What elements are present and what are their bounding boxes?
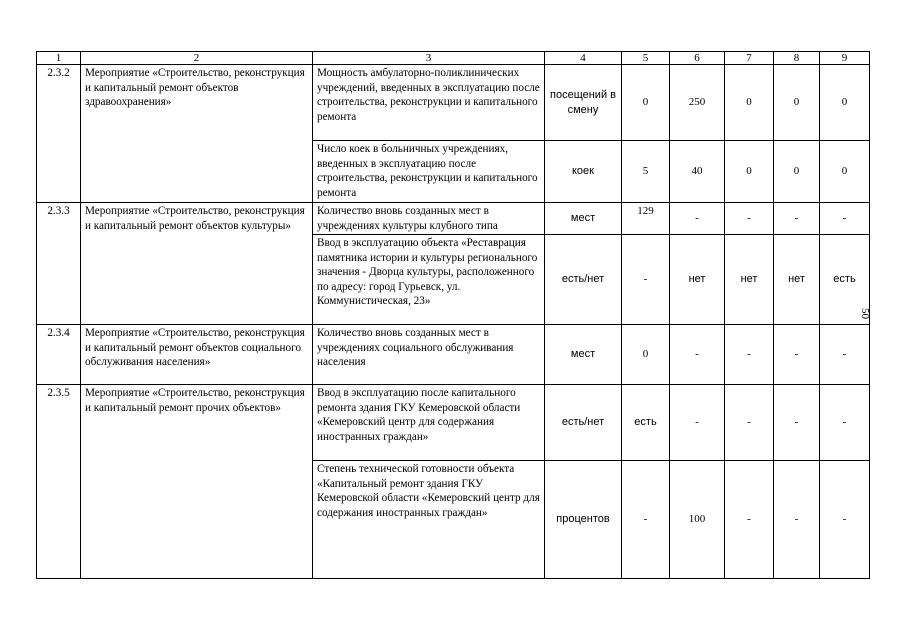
event-cell: Мероприятие «Строительство, реконструкция и капитальный ремонт объектов здравоохранения» — [81, 65, 313, 203]
value-cell: - — [670, 203, 725, 235]
value-cell: - — [774, 385, 820, 461]
table-row — [37, 385, 870, 461]
value-cell: 0 — [820, 65, 870, 141]
value-cell: 40 — [670, 141, 725, 203]
header-cell: 2 — [81, 52, 313, 65]
indicator-cell: Количество вновь созданных мест в учреждениях социального обслуживания населения — [313, 325, 545, 385]
value-cell: - — [820, 461, 870, 579]
value-cell: - — [774, 203, 820, 235]
value-cell: есть — [820, 235, 870, 325]
row-code: 2.3.5 — [37, 385, 81, 579]
header-row — [37, 52, 870, 65]
header-cell: 6 — [670, 52, 725, 65]
indicator-cell: Число коек в больничных учреждениях, введенных в эксплуатацию после строительства, реконструкции и капитального ремонта — [313, 141, 545, 203]
indicator-cell: Ввод в эксплуатацию объекта «Реставрация памятника истории и культуры регионального значения - Дворца культуры, расположенного по адресу: город Гурьевск, ул. Коммунистическая, 23» — [313, 235, 545, 325]
value-cell: - — [774, 325, 820, 385]
value-cell: нет — [774, 235, 820, 325]
value-cell: 129 — [622, 203, 670, 235]
value-cell: 0 — [725, 141, 774, 203]
value-cell: - — [622, 461, 670, 579]
value-cell: 0 — [622, 325, 670, 385]
indicator-cell: Ввод в эксплуатацию после капитального ремонта здания ГКУ Кемеровской области «Кемеровский центр для содержания иностранных граждан» — [313, 385, 545, 461]
row-code: 2.3.2 — [37, 65, 81, 203]
event-cell: Мероприятие «Строительство, реконструкция и капитальный ремонт объектов культуры» — [81, 203, 313, 325]
value-cell: - — [725, 461, 774, 579]
header-cell: 8 — [774, 52, 820, 65]
header-cell: 4 — [545, 52, 622, 65]
row-code: 2.3.4 — [37, 325, 81, 385]
value-cell: 5 — [622, 141, 670, 203]
indicators-table — [36, 51, 870, 579]
value-cell: нет — [725, 235, 774, 325]
table-row — [37, 65, 870, 141]
header-cell: 1 — [37, 52, 81, 65]
indicator-cell: Степень технической готовности объекта «Капитальный ремонт здания ГКУ Кемеровской области «Кемеровский центр для содержания иностранных граждан» — [313, 461, 545, 579]
value-cell: 0 — [622, 65, 670, 141]
value-cell: 0 — [820, 141, 870, 203]
row-code: 2.3.3 — [37, 203, 81, 325]
unit-cell: коек — [545, 141, 622, 203]
value-cell: 250 — [670, 65, 725, 141]
value-cell: - — [725, 325, 774, 385]
header-cell: 3 — [313, 52, 545, 65]
value-cell: - — [820, 325, 870, 385]
indicator-cell: Мощность амбулаторно-поликлинических учреждений, введенных в эксплуатацию после строительства, реконструкции и капитального ремонта — [313, 65, 545, 141]
page-number: 50 — [859, 308, 871, 319]
value-cell: - — [820, 203, 870, 235]
header-cell: 5 — [622, 52, 670, 65]
table-row — [37, 203, 870, 235]
unit-cell: посещений в смену — [545, 65, 622, 141]
event-cell: Мероприятие «Строительство, реконструкция и капитальный ремонт прочих объектов» — [81, 385, 313, 579]
value-cell: есть — [622, 385, 670, 461]
table-row — [37, 325, 870, 385]
value-cell: - — [774, 461, 820, 579]
event-cell: Мероприятие «Строительство, реконструкция и капитальный ремонт объектов социального обслуживания населения» — [81, 325, 313, 385]
value-cell: 100 — [670, 461, 725, 579]
value-cell: - — [670, 325, 725, 385]
value-cell: - — [670, 385, 725, 461]
unit-cell: есть/нет — [545, 385, 622, 461]
value-cell: - — [725, 203, 774, 235]
value-cell: 0 — [774, 141, 820, 203]
value-cell: - — [820, 385, 870, 461]
unit-cell: есть/нет — [545, 235, 622, 325]
header-cell: 7 — [725, 52, 774, 65]
value-cell: нет — [670, 235, 725, 325]
value-cell: - — [622, 235, 670, 325]
unit-cell: процентов — [545, 461, 622, 579]
indicator-cell: Количество вновь созданных мест в учреждениях культуры клубного типа — [313, 203, 545, 235]
header-cell: 9 — [820, 52, 870, 65]
unit-cell: мест — [545, 203, 622, 235]
unit-cell: мест — [545, 325, 622, 385]
value-cell: - — [725, 385, 774, 461]
value-cell: 0 — [774, 65, 820, 141]
value-cell: 0 — [725, 65, 774, 141]
